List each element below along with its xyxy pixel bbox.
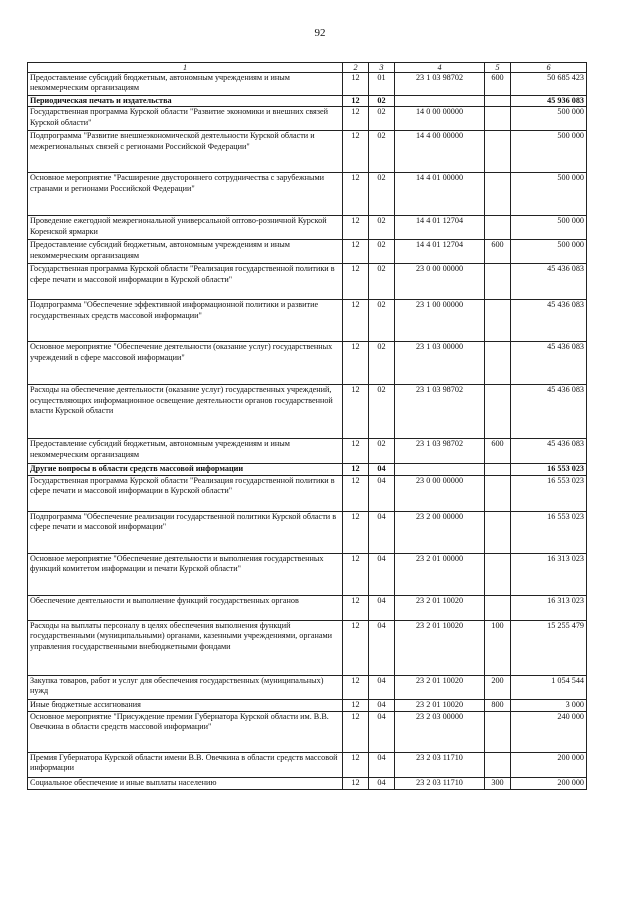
cell-sum: 45 436 083 [511,385,587,439]
cell-rz: 12 [343,240,369,264]
column-header: 5 [485,63,511,73]
cell-name: Основное мероприятие "Присуждение премии Губернатора Курской области им. В.В. Овечкина в области средств массовой информации" [28,711,343,752]
cell-rz: 12 [343,96,369,107]
cell-vr [485,342,511,385]
cell-rz: 12 [343,385,369,439]
cell-pr: 04 [369,595,395,620]
cell-name: Подпрограмма "Развитие внешнеэкономической деятельности Курской области и межрегиональных связей с регионами Российской Федерации" [28,131,343,173]
cell-name: Подпрограмма "Обеспечение эффективной информационной политики и развитие государственных средств массовой информации" [28,300,343,342]
table-row [28,385,587,439]
cell-vr [485,475,511,511]
cell-csr: 23 2 01 10020 [395,699,485,711]
cell-rz: 12 [343,675,369,699]
cell-vr: 600 [485,73,511,96]
cell-vr [485,553,511,595]
cell-name: Предоставление субсидий бюджетным, автономным учреждениям и иным некоммерческим организациям [28,439,343,464]
page-number: 92 [314,27,326,39]
cell-rz: 12 [343,464,369,475]
cell-sum: 45 436 083 [511,264,587,300]
table-row [28,439,587,464]
cell-rz: 12 [343,173,369,216]
cell-rz: 12 [343,553,369,595]
table-row [28,620,587,675]
cell-vr [485,385,511,439]
cell-sum: 16 313 023 [511,553,587,595]
cell-sum: 45 436 083 [511,439,587,464]
cell-csr: 23 2 01 10020 [395,620,485,675]
cell-csr: 23 0 00 00000 [395,475,485,511]
table-row [28,131,587,173]
cell-vr [485,752,511,777]
cell-vr: 600 [485,439,511,464]
cell-pr: 02 [369,264,395,300]
table-row [28,73,587,96]
cell-pr: 02 [369,300,395,342]
cell-name: Периодическая печать и издательства [28,96,343,107]
cell-pr: 02 [369,131,395,173]
table-row [28,240,587,264]
cell-rz: 12 [343,342,369,385]
table-row [28,711,587,752]
cell-vr [485,711,511,752]
cell-sum: 45 436 083 [511,300,587,342]
cell-csr: 23 2 03 11710 [395,777,485,789]
cell-name: Проведение ежегодной межрегиональной универсальной оптово-розничной Курской Коренской ярмарки [28,216,343,240]
cell-name: Основное мероприятие "Обеспечение деятельности (оказание услуг) государственных учреждений в сфере массовой информации" [28,342,343,385]
cell-csr: 14 4 01 12704 [395,216,485,240]
table-row [28,107,587,131]
column-header: 6 [511,63,587,73]
cell-sum: 500 000 [511,216,587,240]
cell-pr: 02 [369,385,395,439]
cell-csr: 14 4 00 00000 [395,131,485,173]
column-header: 3 [369,63,395,73]
table-row [28,173,587,216]
cell-csr: 23 1 03 98702 [395,439,485,464]
cell-sum: 500 000 [511,107,587,131]
budget-table [27,62,587,790]
cell-pr: 02 [369,240,395,264]
cell-name: Государственная программа Курской области "Реализация государственной политики в сфере печати и массовой информации в Курской области" [28,475,343,511]
cell-sum: 500 000 [511,173,587,216]
cell-pr: 02 [369,107,395,131]
column-header: 4 [395,63,485,73]
cell-name: Основное мероприятие "Обеспечение деятельности и выполнения государственных функций комитетом информации и печати Курской области" [28,553,343,595]
cell-vr [485,464,511,475]
cell-name: Иные бюджетные ассигнования [28,699,343,711]
cell-csr: 23 0 00 00000 [395,264,485,300]
cell-sum: 3 000 [511,699,587,711]
cell-name: Предоставление субсидий бюджетным, автономным учреждениям и иным некоммерческим организациям [28,73,343,96]
table-row [28,777,587,789]
cell-rz: 12 [343,264,369,300]
cell-rz: 12 [343,131,369,173]
cell-name: Социальное обеспечение и иные выплаты населению [28,777,343,789]
table-row [28,675,587,699]
cell-vr [485,300,511,342]
cell-sum: 500 000 [511,240,587,264]
cell-pr: 04 [369,511,395,553]
cell-csr [395,464,485,475]
cell-rz: 12 [343,216,369,240]
cell-csr: 14 4 01 12704 [395,240,485,264]
cell-rz: 12 [343,475,369,511]
cell-vr [485,173,511,216]
cell-sum: 1 054 544 [511,675,587,699]
cell-pr: 04 [369,752,395,777]
cell-sum: 16 553 023 [511,475,587,511]
cell-vr [485,107,511,131]
table-row [28,264,587,300]
cell-sum: 50 685 423 [511,73,587,96]
cell-name: Другие вопросы в области средств массовой информации [28,464,343,475]
cell-rz: 12 [343,620,369,675]
cell-sum: 16 313 023 [511,595,587,620]
cell-name: Расходы на обеспечение деятельности (оказание услуг) государственных учреждений, осуществляющих информационное освещение деятельности органов государственной власти Курской области [28,385,343,439]
cell-sum: 45 936 083 [511,96,587,107]
table-row [28,752,587,777]
cell-rz: 12 [343,300,369,342]
cell-name: Предоставление субсидий бюджетным, автономным учреждениям и иным некоммерческим организациям [28,240,343,264]
table-row [28,475,587,511]
cell-vr: 600 [485,240,511,264]
cell-sum: 45 436 083 [511,342,587,385]
table-row [28,300,587,342]
cell-sum: 500 000 [511,131,587,173]
cell-rz: 12 [343,752,369,777]
cell-pr: 02 [369,216,395,240]
cell-pr: 02 [369,173,395,216]
cell-vr [485,96,511,107]
cell-sum: 16 553 023 [511,464,587,475]
cell-name: Премия Губернатора Курской области имени В.В. Овечкина в области средств массовой информации [28,752,343,777]
cell-pr: 04 [369,553,395,595]
cell-pr: 04 [369,777,395,789]
cell-pr: 04 [369,675,395,699]
cell-csr: 23 2 03 11710 [395,752,485,777]
cell-pr: 02 [369,96,395,107]
table-row [28,216,587,240]
cell-vr: 300 [485,777,511,789]
cell-pr: 04 [369,711,395,752]
cell-pr: 02 [369,439,395,464]
cell-vr: 200 [485,675,511,699]
cell-csr: 23 2 01 10020 [395,675,485,699]
cell-rz: 12 [343,107,369,131]
column-header: 1 [28,63,343,73]
cell-pr: 01 [369,73,395,96]
table-row [28,96,587,107]
cell-rz: 12 [343,595,369,620]
cell-name: Государственная программа Курской области "Развитие экономики и внешних связей Курской области" [28,107,343,131]
cell-vr [485,131,511,173]
cell-name: Закупка товаров, работ и услуг для обеспечения государственных (муниципальных) нужд [28,675,343,699]
cell-vr [485,511,511,553]
cell-sum: 16 553 023 [511,511,587,553]
cell-name: Расходы на выплаты персоналу в целях обеспечения выполнения функций государственными (муниципальными) органами, казенными учреждениями, органами управления государственными внебюджетными фондами [28,620,343,675]
cell-csr: 23 1 03 98702 [395,73,485,96]
cell-sum: 15 255 479 [511,620,587,675]
cell-pr: 04 [369,464,395,475]
table-row [28,553,587,595]
table-row [28,464,587,475]
cell-pr: 04 [369,475,395,511]
cell-vr [485,595,511,620]
cell-csr: 23 2 01 00000 [395,553,485,595]
cell-sum: 240 000 [511,711,587,752]
cell-vr [485,216,511,240]
cell-csr: 23 2 03 00000 [395,711,485,752]
cell-rz: 12 [343,511,369,553]
cell-name: Обеспечение деятельности и выполнение функций государственных органов [28,595,343,620]
table-row [28,595,587,620]
cell-rz: 12 [343,711,369,752]
cell-csr: 23 2 01 10020 [395,595,485,620]
cell-vr: 100 [485,620,511,675]
cell-rz: 12 [343,699,369,711]
table-row [28,699,587,711]
table-row [28,342,587,385]
cell-rz: 12 [343,439,369,464]
table-header-row [28,63,587,73]
cell-csr: 23 2 00 00000 [395,511,485,553]
cell-name: Основное мероприятие "Расширение двустороннего сотрудничества с зарубежными странами и регионами Российской Федерации" [28,173,343,216]
cell-vr [485,264,511,300]
cell-csr: 14 0 00 00000 [395,107,485,131]
column-header: 2 [343,63,369,73]
cell-csr: 14 4 01 00000 [395,173,485,216]
cell-sum: 200 000 [511,777,587,789]
cell-vr: 800 [485,699,511,711]
table-row [28,511,587,553]
cell-sum: 200 000 [511,752,587,777]
cell-pr: 02 [369,342,395,385]
cell-csr: 23 1 03 98702 [395,385,485,439]
cell-pr: 04 [369,620,395,675]
cell-pr: 04 [369,699,395,711]
cell-rz: 12 [343,73,369,96]
cell-rz: 12 [343,777,369,789]
cell-name: Государственная программа Курской области "Реализация государственной политики в сфере печати и массовой информации в Курской области" [28,264,343,300]
cell-csr: 23 1 00 00000 [395,300,485,342]
cell-name: Подпрограмма "Обеспечение реализации государственной политики Курской области в сфере печати и массовой информации" [28,511,343,553]
cell-csr [395,96,485,107]
cell-csr: 23 1 03 00000 [395,342,485,385]
